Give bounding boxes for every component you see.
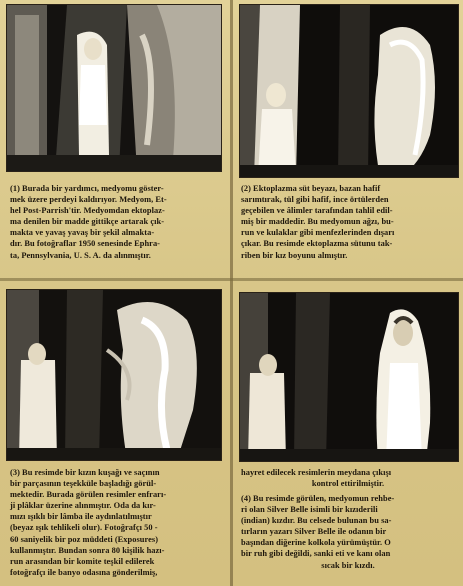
row-divider [0,278,463,281]
caption-4-line: tırların yazarı Silver Belle ile odanın bir [241,527,387,537]
caption-4-line: sıcak bir kızdı. [321,560,375,570]
caption-3-line: kullanmıştır. Bundan sonra 80 kişilik hazı- [10,545,165,555]
caption-3-line: run arasından bir komite teşkil edilerek [10,556,155,566]
caption-2-line: riben bir kız boyunu almıştır. [241,250,348,260]
column-divider [230,0,233,586]
caption-continuation-line: kontrol ettirilmiştir. [311,479,385,489]
caption-2 [241,183,455,261]
caption-2-line: miş bir maddedir. Bu medyomun ağzı, bu- [241,217,394,227]
caption-3-continuation [241,467,455,489]
caption-4-line: başından diğerine kolkola yürümüştür. O [241,538,391,548]
caption-4 [241,493,455,571]
caption-3 [10,467,222,578]
caption-3-line: mektedir. Burada görülen resimler enfrarı- [10,490,167,500]
caption-2-line: sarımtırak, tül gibi hafif, ince örtülerden [241,195,389,205]
caption-1-line: (1) Burada bir yardımcı, medyomu göster- [10,184,164,193]
caption-2-line: geçebilen ve âlimler tarafından tahlil edil- [241,206,393,216]
caption-1-line: dır. Bu fotoğraflar 1950 senesinde Ephra- [10,239,161,249]
caption-3-line: (3) Bu resimde bir kızın kuşağı ve saçının [10,468,160,477]
caption-3-line: 60 saniyelik bir poz müddeti (Exposures) [10,534,159,544]
caption-4-line: ri olan Silver Belle isimli bir kızıderili [241,505,378,515]
photo-4-silver-belle-apparition [239,292,459,462]
caption-3-line: mızı ışıklı bir lâmba ile aydınlatılmıştır [10,512,152,522]
caption-3-line: ji plâklar üzerine alınmıştır. Oda da kır- [10,501,156,511]
caption-2-line: (2) Ektoplazma süt beyazı, bazan hafif [241,184,381,193]
caption-4-line: bir ruh gibi değildi, sanki eti ve kanı olan [241,549,391,559]
caption-2-line: çıkar. Bu resimde ektoplazma sütunu tak- [241,239,393,249]
caption-1-line: ma denilen bir madde gittikçe artarak çık- [10,217,165,227]
caption-1-line: ta, Pennsylvania, U. S. A. da alınmıştır. [10,250,151,260]
caption-3-line: bir parçasının teşekküle başladığı görül- [10,479,157,489]
caption-1-line: hel Post-Parrish'tir. Medyomdan ektoplaz- [10,206,165,216]
photo-2-ectoplasm-column [239,4,459,178]
caption-2-line: run ve kulaklar gibi menfezlerinden dışarı [241,228,395,238]
caption-1-line: mek üzere perdeyi kaldırıyor. Medyom, Et- [10,195,167,205]
caption-3-line: fotoğrafçı ile banyo odasına gönderilmiş, [10,567,158,577]
caption-1 [10,183,222,261]
caption-continuation-line: hayret edilecek resimlerin meydana çıkışı [241,468,392,477]
caption-3-line: (beyaz ışık tehlikeli olur). Fotoğrafçı 50 - [10,523,158,533]
caption-4-line: (indian) kızdır. Bu celsede bulunan bu sa- [241,516,392,526]
caption-4-line: (4) Bu resimde görülen, medyomun rehbe- [241,494,395,503]
photo-3-ectoplasm-forming-girl [6,289,222,461]
photo-1-medium-curtain-lifted [6,4,222,172]
caption-1-line: makta ve yavaş yavaş bir şekil almakta- [10,228,155,238]
